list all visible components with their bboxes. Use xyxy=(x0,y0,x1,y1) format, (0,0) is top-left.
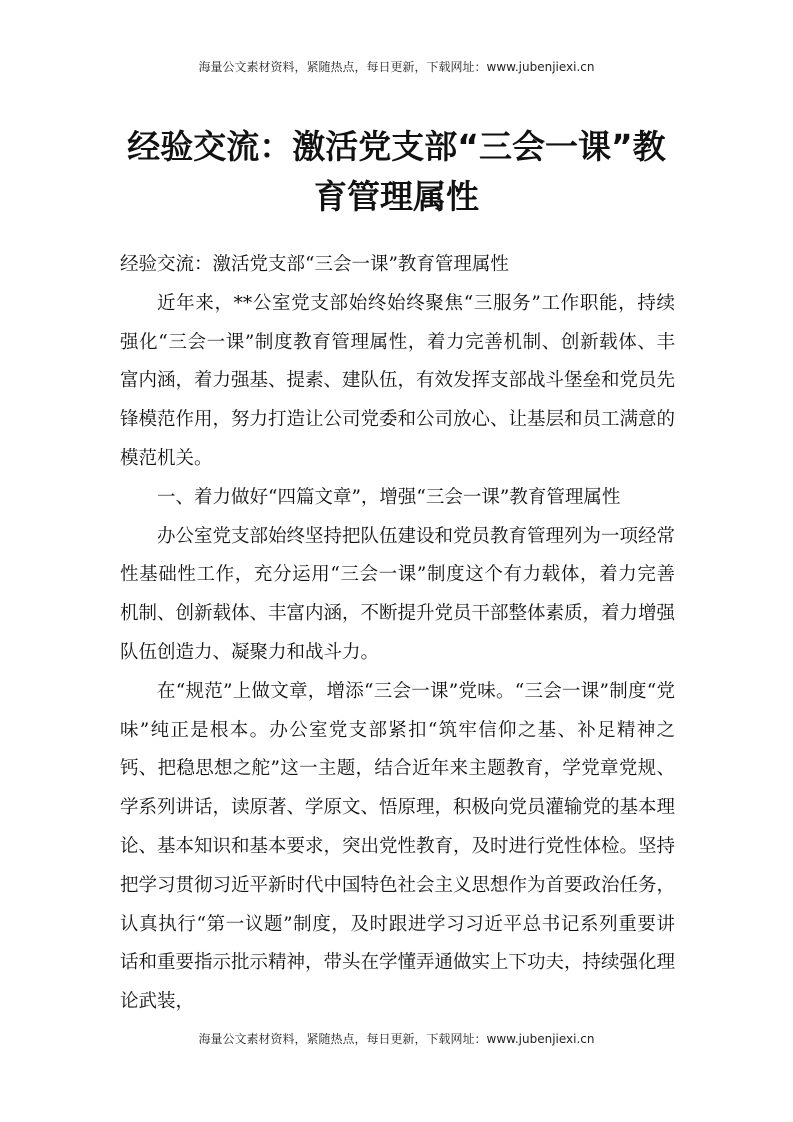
section-heading: 一、着力做好“四篇文章”，增强“三会一课”教育管理属性 xyxy=(157,486,621,508)
body-paragraph: 近年来，**公室党支部始终始终聚焦“三服务”工作职能，持续强化“三会一课”制度教育管理属性，着力完善机制、创新载体、丰富内涵，着力强基、提素、建队伍，有效发挥支部战斗堡垒和党员先锋模范作用，努力打造让公司党委和公司放心、让基层和员工满意的模范机关。 xyxy=(120,292,676,469)
body-paragraph: 在“规范”上做文章，增添“三会一课”党味。“三会一课”制度“党味”纯正是根本。办公室党支部紧扣“筑牢信仰之基、补足精神之钙、把稳思想之舵”这一主题，结合近年来主题教育，学党章党规、学系列讲话，读原著、学原文、悟原理，积极向党员灌输党的基本理论、基本知识和基本要求，突出党性教育，及时进行党性体检。坚持把学习贯彻习近平新时代中国特色社会主义思想作为首要政治任务，认真执行“第一议题”制度，及时跟进学习习近平总书记系列重要讲话和重要指示批示精神，带头在学懂弄通做实上下功夫，持续强化理论武装， xyxy=(120,680,676,1013)
body-paragraph: 办公室党支部始终坚持把队伍建设和党员教育管理列为一项经常性基础性工作，充分运用“三会一课”制度这个有力载体，着力完善机制、创新载体、丰富内涵，不断提升党员干部整体素质，着力增强队伍创造力、凝聚力和战斗力。 xyxy=(120,525,676,663)
document-title: 经验交流：激活党支部“三会一课”教育管理属性 xyxy=(127,127,666,216)
page-header: 海量公文素材资料，紧随热点，每日更新，下载网址：www.jubenjiexi.cn xyxy=(198,60,595,74)
page-footer: 海量公文素材资料，紧随热点，每日更新，下载网址：www.jubenjiexi.cn xyxy=(198,1032,595,1046)
subtitle-paragraph: 经验交流：激活党支部“三会一课”教育管理属性 xyxy=(120,254,509,275)
document-body xyxy=(120,246,675,1022)
